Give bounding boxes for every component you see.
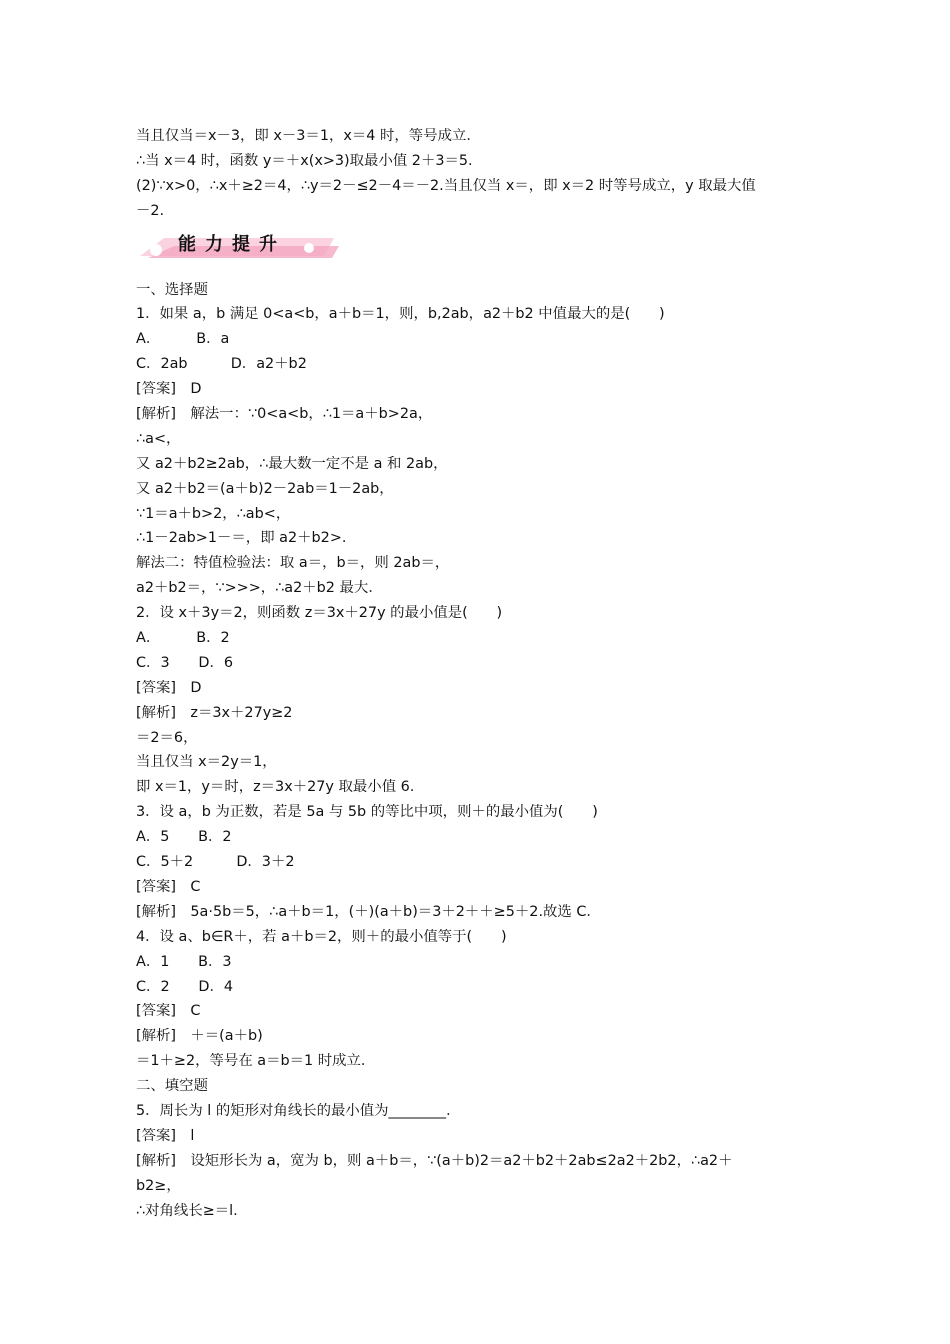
text-line: 当且仅当 x＝2y＝1， <box>136 754 277 771</box>
exercise-section <box>136 278 826 1224</box>
text-line: C．2 D．4 <box>136 978 234 995</box>
text-line: 2．设 x＋3y＝2，则函数 z＝3x＋27y 的最小值是( ) <box>136 605 503 622</box>
text-line: ∴a<， <box>136 430 181 447</box>
text-line: a2＋b2＝，∵>>>，∴a2＋b2 最大． <box>136 580 383 597</box>
text-line: [解析] 5a·5b＝5，∴a＋b＝1，(＋)(a＋b)＝3＋2＋＋≥5＋2.故选 C． <box>136 903 601 920</box>
text-line: A．5 B．2 <box>136 829 232 846</box>
text-line: ＝2＝6， <box>136 729 198 746</box>
text-line: 3．设 a，b 为正数，若是 5a 与 5b 的等比中项，则＋的最小值为( ) <box>136 804 598 821</box>
text-line: ∴对角线长≥＝l. <box>136 1202 238 1219</box>
text-line: 又 a2＋b2＝(a＋b)2－2ab＝1－2ab， <box>136 480 394 497</box>
text-line: [答案] C <box>136 878 201 895</box>
text-line: －2. <box>136 202 165 219</box>
intro-section <box>136 124 826 224</box>
text-line: (2)∵x>0，∴x＋≥2＝4，∴y＝2－≤2－4＝－2.当且仅当 x＝，即 x＝2 时等号成立，y 取最大值 <box>136 177 756 194</box>
text-line: 二、填空题 <box>136 1078 208 1095</box>
text-line: A．1 B．3 <box>136 953 232 970</box>
text-line: [解析] z＝3x＋27y≥2 <box>136 704 293 721</box>
text-line: 即 x＝1，y＝时，z＝3x＋27y 取最小值 6. <box>136 779 415 796</box>
text-line: [解析] ＋＝(a＋b) <box>136 1028 263 1045</box>
text-line: ＝1＋≥2，等号在 a＝b＝1 时成立． <box>136 1053 376 1070</box>
text-line: [答案] C <box>136 1003 201 1020</box>
text-line: 4．设 a、b∈R＋，若 a＋b＝2，则＋的最小值等于( ) <box>136 928 507 945</box>
text-line: A． B．a <box>136 331 230 348</box>
text-line: 当且仅当＝x－3，即 x－3＝1，x＝4 时，等号成立． <box>136 128 481 144</box>
text-line: 5．周长为 l 的矩形对角线长的最小值为________． <box>136 1102 461 1119</box>
text-line: ∴1－2ab>1－＝，即 a2＋b2>. <box>136 530 347 547</box>
text-line: [解析] 设矩形长为 a，宽为 b，则 a＋b＝，∵(a＋b)2＝a2＋b2＋2ab≤2a2＋2b2，∴a2＋ <box>136 1152 733 1169</box>
text-line: [答案] D <box>136 381 202 398</box>
document-page <box>136 124 826 1223</box>
text-line: 1．如果 a，b 满足 0<a<b，a＋b＝1，则，b,2ab，a2＋b2 中值最大的是( ) <box>136 306 665 323</box>
text-line: 一、选择题 <box>136 281 208 298</box>
text-line: [解析] 解法一：∵0<a<b，∴1＝a＋b>2a， <box>136 406 433 423</box>
text-line: C．5＋2 D．3＋2 <box>136 854 295 871</box>
text-line: A． B．2 <box>136 630 230 647</box>
text-line: ∵1＝a＋b>2，∴ab<， <box>136 505 291 522</box>
section-banner <box>134 224 826 268</box>
text-line: C．2ab D．a2＋b2 <box>136 356 307 373</box>
text-line: ∴当 x＝4 时，函数 y＝＋x(x>3)取最小值 2＋3＝5. <box>136 152 473 169</box>
text-line: 解法二：特值检验法：取 a＝，b＝，则 2ab＝， <box>136 555 450 572</box>
banner-title: 能力提升 <box>178 233 286 255</box>
text-line: [答案] D <box>136 679 202 696</box>
text-line: [答案] l <box>136 1127 195 1144</box>
text-line: 又 a2＋b2≥2ab，∴最大数一定不是 a 和 2ab， <box>136 455 448 472</box>
text-line: b2≥， <box>136 1177 181 1194</box>
text-line: C．3 D．6 <box>136 654 234 671</box>
